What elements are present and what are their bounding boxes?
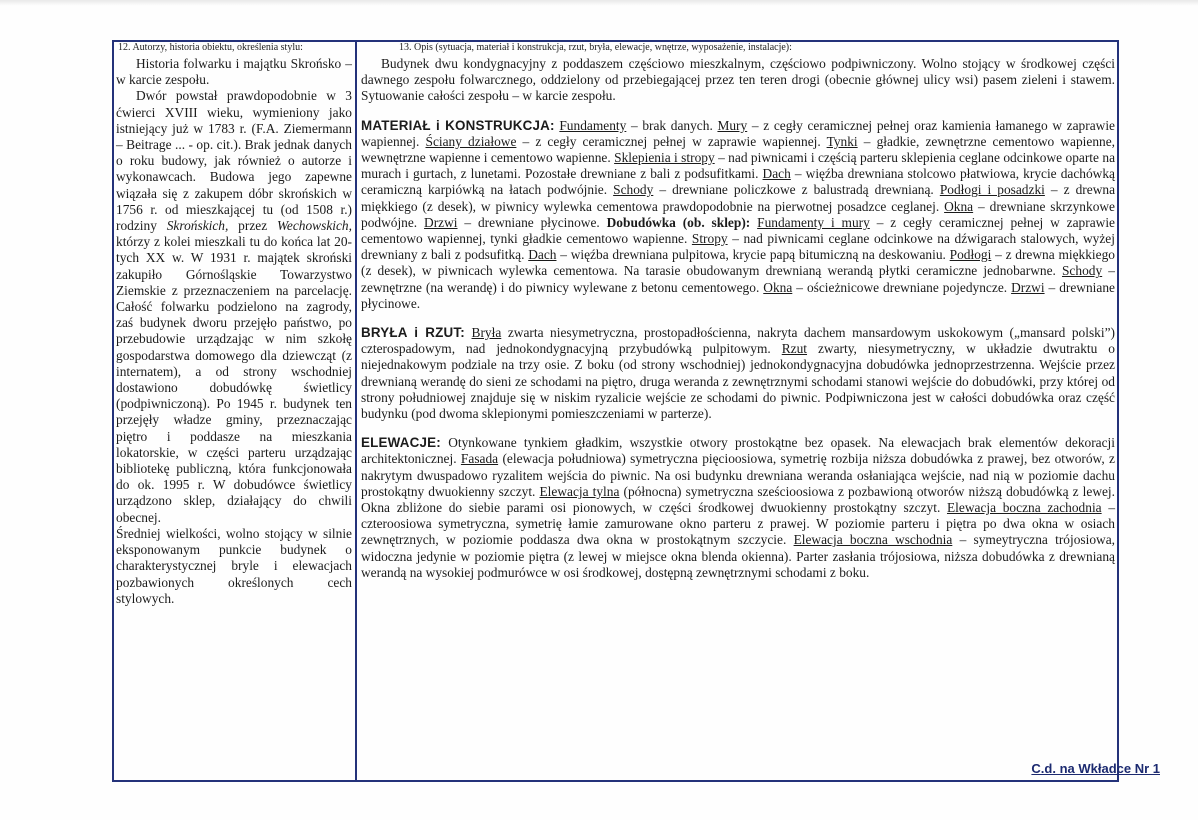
history-paragraph-1: Historia folwarku i majątku Skrońsko – w karcie zespołu.	[116, 56, 352, 88]
material-section: MATERIAŁ i KONSTRUKCJA: Fundamenty – brak danych. Mury – z cegły ceramicznej pełnej oraz kamienia łamanego w zaprawie wapiennej. Ściany działowe – z cegły ceramicznej pełnej w zaprawie wapiennej. Tynki – gładkie, zewnętrzne cementowo wapienne, wewnętrzne wapienne i cementowo wapienne. Sklepienia i stropy – nad piwnicami i częścią parteru sklepienia ceglane odcinkowe oparte na murach i gurtach, z lunetami. Pozostałe drewniane z bali z podsufitkami. Dach – więźba drewniana stolcowo płatwiowa, krycie dachówką ceramiczną karpiówką na łatach podwójnie. Schody – drewniane policzkowe z balustradą drewnianą. Podłogi i posadzki – z drewna miękkiego (z desek), w piwnicy wylewka cementowa prawdopodobnie na pierwotnej posadzce ceglanej. Okna – drewniane skrzynkowe podwójne. Drzwi – drewniane płycinowe. Dobudówka (ob. sklep): Fundamenty i mury – z cegły ceramicznej pełnej w zaprawie cementowo wapiennej, tynki gładkie cementowo wapienne. Stropy – nad piwnicami ceglane odcinkowe na dźwigarach stalowych, wyżej drewniany z bali z podsufitką. Dach – więźba drewniana pulpitowa, krycie papą bitumiczną na deskowaniu. Podłogi – z drewna miękkiego (z desek), w piwnicach wylewka cementowa. Na tarasie obudowanym drewnianą werandą płytki ceramiczne jednobarwne. Schody – zewnętrzne (na werandę) i do piwnicy wylewane z betonu cementowego. Okna – ościeżnicowe drewniane pojedyncze. Drzwi – drewniane płycinowe.	[361, 117, 1116, 311]
bryla-section: BRYŁA i RZUT: Bryła zwarta niesymetryczna, prostopadłościenna, nakryta dachem mansardowym uskokowym („mansard polski”) czterospadowym, nad jednokondygnacyjną przybudówką pulpitowym. Rzut zwarty, niesymetryczny, w układzie dwutraktu o niejednakowym podziale na trzy osie. Z boku (od strony wschodniej) jednokondygnacyjna dobudówka jednoprzestrzenna. Wejście przez drewnianą werandę do sieni ze schodami na piętro, druga weranda z zewnętrznymi schodami stanowi wejście do dobudówki, przy której od strony południowej znajduje się w niskim ryzalicie wejście ze schodami do piwnic. Podpiwniczona jest w całości dobudówka oraz część budynku (pod dwoma sklepionymi pomieszczeniami w parterze).	[361, 325, 1115, 422]
description-column	[361, 42, 1115, 581]
elewacje-heading: ELEWACJE:	[361, 435, 441, 451]
scan-edge	[0, 0, 1198, 6]
history-column	[116, 42, 352, 607]
field-13-label: 13. Opis (sytuacja, materiał i konstrukcja, rzut, bryła, elewacje, wnętrze, wyposażenie, instalacje):	[399, 42, 792, 53]
history-paragraph-2: Dwór powstał prawdopodobnie w 3 ćwierci XVIII wieku, wymieniony jako istniejący już w 1783 r. (F.A. Ziemermann – Beitrage ... - op. cit.). Brak jednak danych o roku budowy, jak również o autorze i wykonawcach. Budowa jego zapewne wiązała się z zakupem dóbr skrońskich w 1756 r. od mieszkającej tu (od 1508 r.) rodziny Skrońskich, przez Wechowskich, którzy z kolei mieszkali tu do końca lat 20-tych XX w. W 1931 r. majątek skroński zakupiło Górnośląskie Towarzystwo Ziemskie z przeznaczeniem na parcelację. Całość folwarku podzielono na zagrody, zaś budynek dworu przejęło państwo, po przebudowie urządzając w nim szkołę gospodarstwa domowego dla dziewcząt (z internatem), a od strony wschodniej dostawiono dobudówkę świetlicy (podpiwniczoną). Po 1945 r. budynek ten przejęły władze gminy, przeznaczając piętro i poddasze na mieszkania lokatorskie, w części parteru urządzając bibliotekę publiczną, która funkcjonowała do ok. 1995 r. W dobudówce świetlicy urządzono sklep, działający do chwili obecnej.	[116, 88, 352, 525]
material-heading: MATERIAŁ i KONSTRUKCJA:	[361, 117, 555, 133]
field-12-label: 12. Autorzy, historia obiektu, określenia stylu:	[118, 42, 303, 53]
continuation-reference: C.d. na Wkładce Nr 1	[1031, 761, 1160, 776]
history-paragraph-3: Średniej wielkości, wolno stojący w silnie eksponowanym punkcie budynek o charakterystycznej bryle i elewacjach pozbawionych określonych cech stylowych.	[116, 525, 352, 606]
column-divider	[355, 40, 357, 782]
bryla-heading: BRYŁA i RZUT:	[361, 325, 465, 341]
intro-paragraph: Budynek dwu kondygnacyjny z poddaszem częściowo mieszkalnym, częściowo podpiwniczony. Wolno stojący w środkowej części dawnego zespołu folwarcznego, oddzielony od przebiegającej przez ten teren drogi (obecnie głównej ulicy wsi) pasem zieleni i stawem. Sytuowanie całości zespołu – w karcie zespołu.	[361, 56, 1115, 104]
elewacje-section: ELEWACJE: Otynkowane tynkiem gładkim, wszystkie otwory prostokątne bez opasek. Na elewacjach brak elementów dekoracji architektonicznej. Fasada (elewacja południowa) symetryczna pięcioosiowa, symetrię rozbija niższa dobudówka z prawej, bez otworów, z nakrytym dwuspadowo ryzalitem wejścia do piwnic. Na osi budynku drewniana weranda osłaniająca wejście, nad nią w poziomie dachu prostokątny dwuokienny szczyt. Elewacja tylna (północna) symetryczna sześcioosiowa z pozbawioną otworów niższą dobudówką z lewej. Okna zbliżone do siebie parami osi pionowych, w części środkowej dwuokienny prostokątny szczyt. Elewacja boczna zachodnia – czteroosiowa symetryczna, symetrię łamie zamurowane okno parteru z prawej. W poziomie parteru i piętra po dwa okna w osiach zewnętrznych, w poziomie poddasza dwa okna w prostokątnym szczycie. Elewacja boczna wschodnia – symeytryczna trójosiowa, widoczna jedynie w poziomie piętra (z lewej w miejsce okna blenda okienna). Parter zasłania trójosiowa, niższa dobudówka z drewnianą werandą na wysokiej podmurówce w osi środkowej, dostępną zewnętrznymi schodami z boku.	[361, 435, 1116, 580]
